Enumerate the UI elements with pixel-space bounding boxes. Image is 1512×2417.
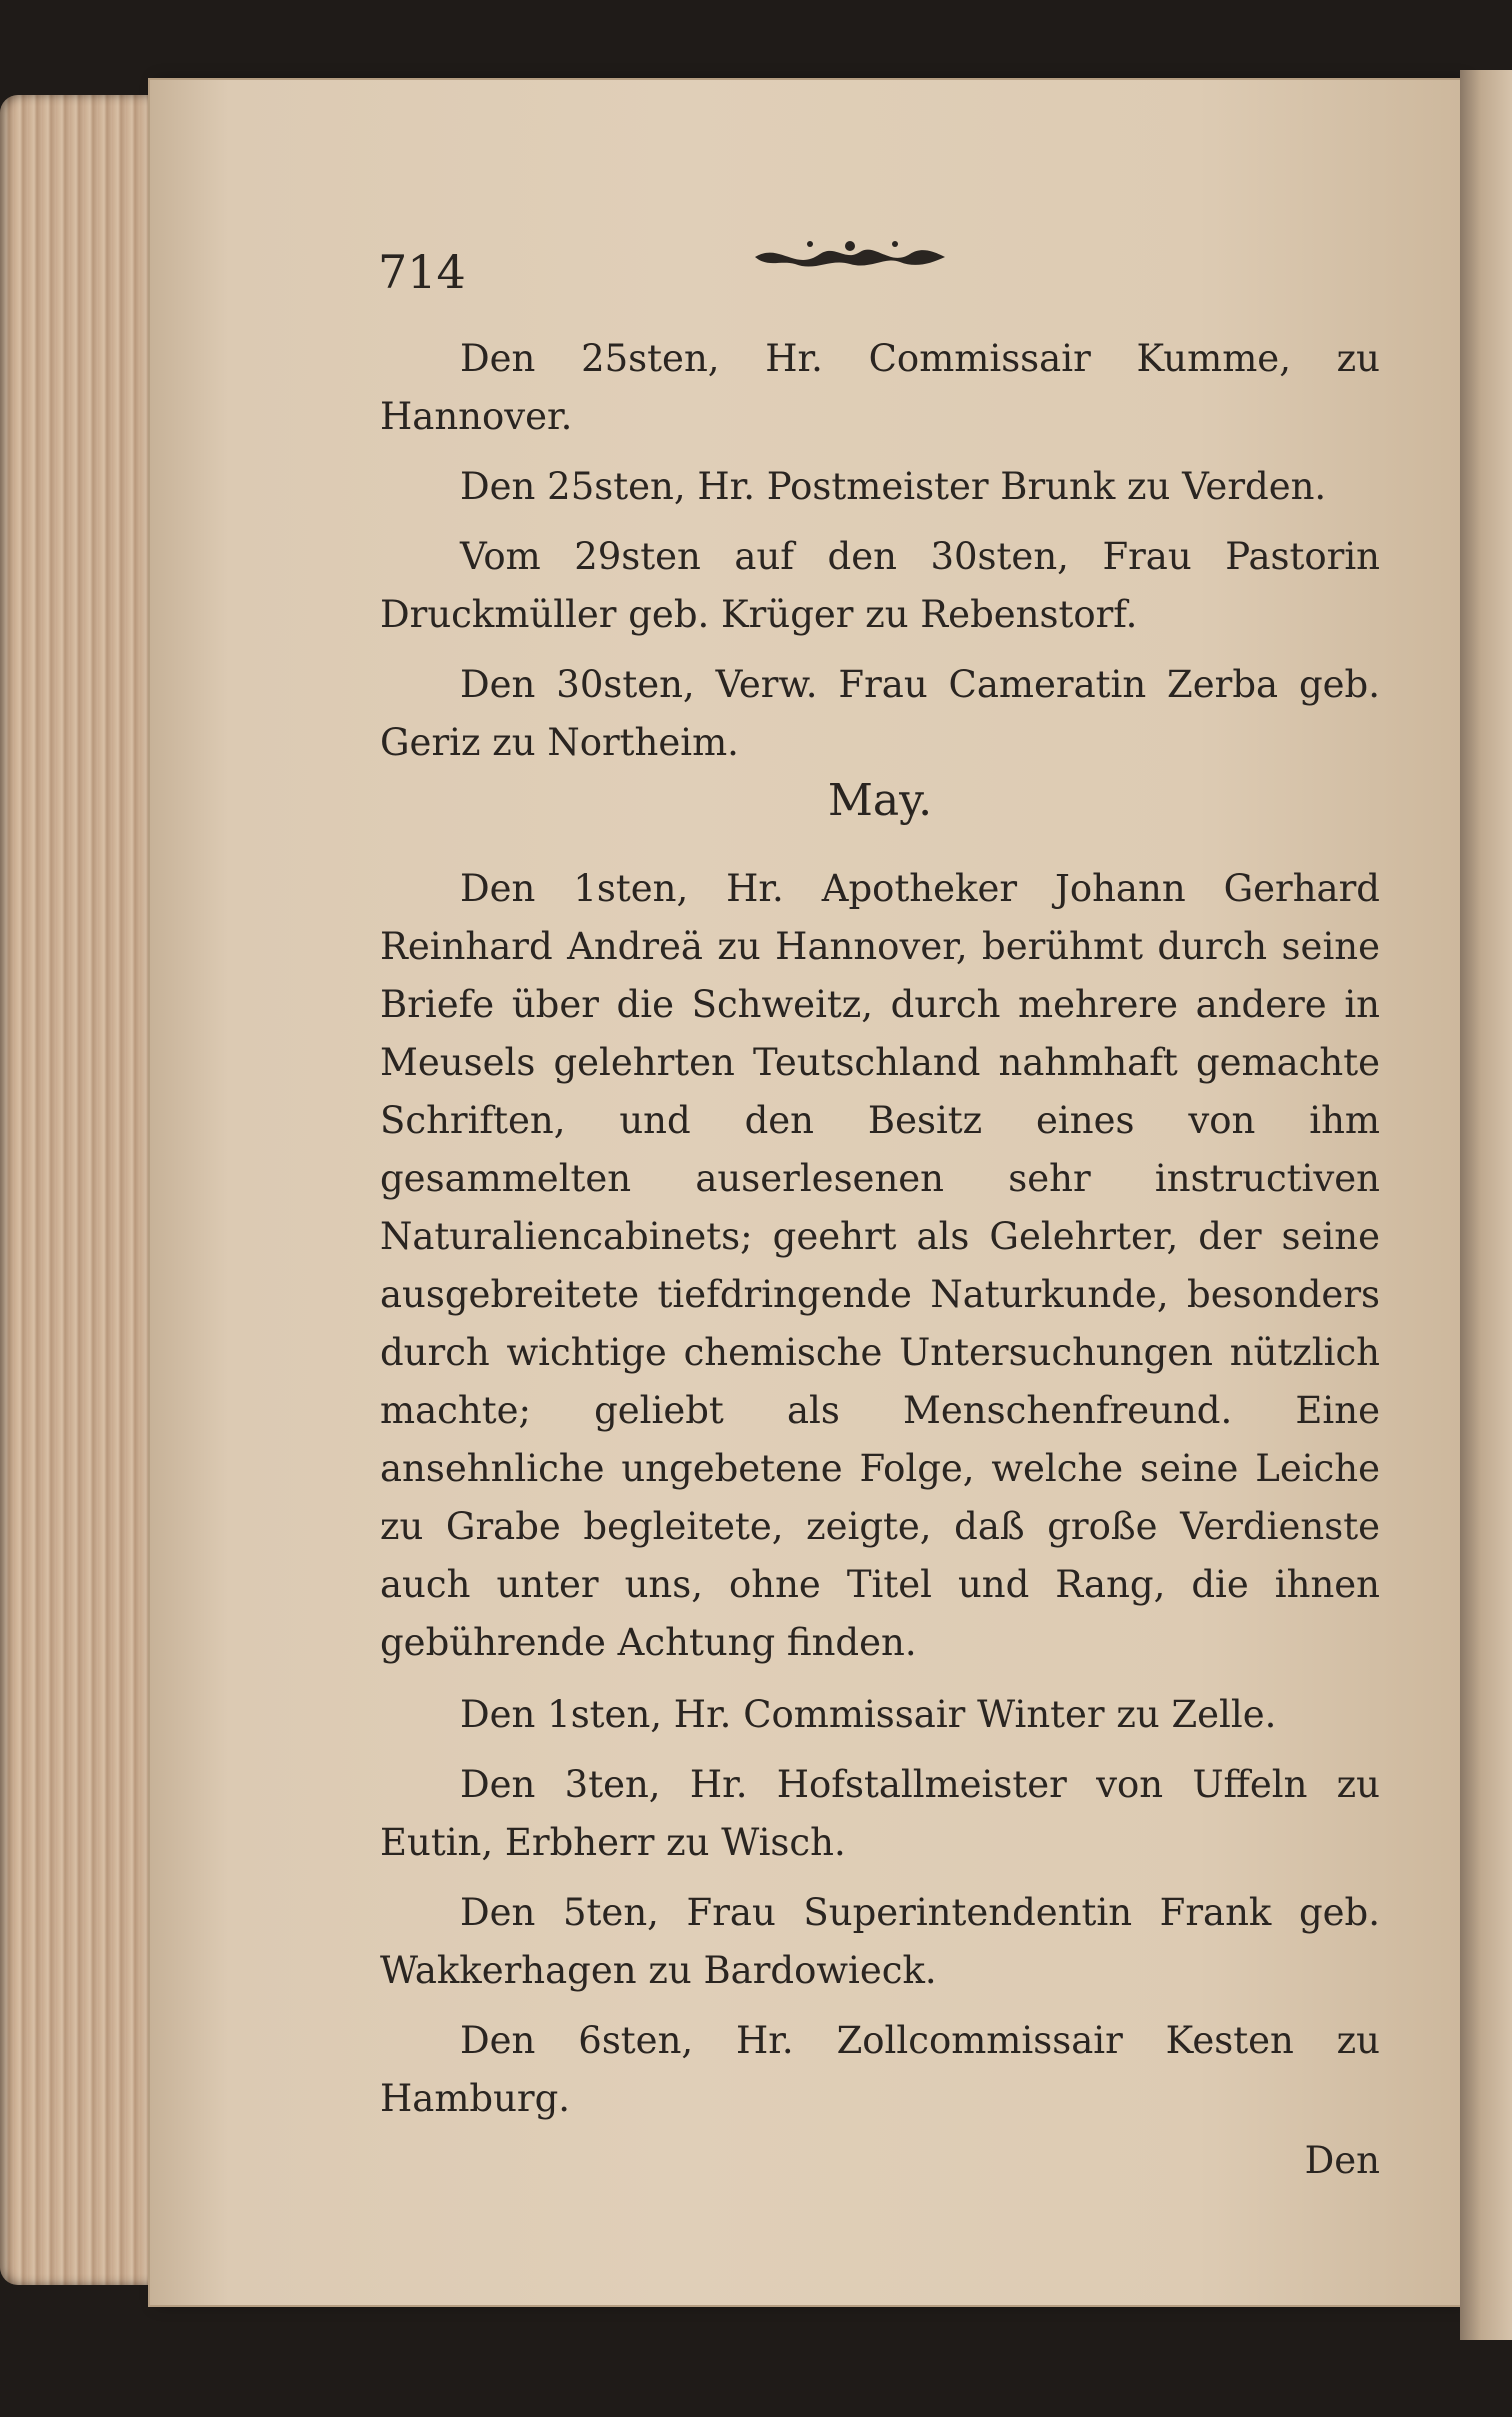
entry-paragraph: Den 6sten, Hr. Zollcommissair Kesten zu Hamburg. <box>380 2019 1380 2120</box>
page-stack-edges <box>0 95 175 2285</box>
page-number: 714 <box>378 245 466 299</box>
month-heading: May. <box>827 775 933 826</box>
entry-paragraph: Den 1sten, Hr. Apotheker Johann Gerhard Reinhard Andreä zu Hannover, berühmt durch seine Briefe über die Schweitz, durch mehrere andere in Meusels gelehrten Teutschland nahmhaft gemachte Schriften, und den Besitz eines von ihm gesammelten auserlesenen sehr instructiven Naturaliencabinets; geehrt als Gelehrter, der seine ausgebreitete tiefdringende Naturkunde, besonders durch wichtige chemische Untersuchungen nützlich machte; geliebt als Menschenfreund. Eine ansehnliche ungebetene Folge, welche seine Leiche zu Grabe begleitete, zeigte, daß große Verdienste auch unter uns, ohne Titel und Rang, die ihnen gebührende Achtung finden. <box>380 867 1380 1664</box>
entry-paragraph: Den 25sten, Hr. Postmeister Brunk zu Verden. <box>460 465 1327 508</box>
may-entries <box>380 860 1380 2190</box>
entry-paragraph: Den 25sten, Hr. Commissair Kumme, zu Hannover. <box>380 337 1380 438</box>
entry-paragraph: Den 5ten, Frau Superintendentin Frank geb. Wakkerhagen zu Bardowieck. <box>380 1891 1380 1992</box>
printers-ornament-icon <box>750 232 950 282</box>
entry-paragraph: Vom 29sten auf den 30sten, Frau Pastorin Druckmüller geb. Krüger zu Rebenstorf. <box>380 535 1380 636</box>
entry-paragraph: Den 30sten, Verw. Frau Cameratin Zerba geb. Geriz zu Northeim. <box>380 663 1380 764</box>
catchword: Den <box>1304 2139 1380 2182</box>
entry-paragraph: Den 3ten, Hr. Hofstallmeister von Uffeln zu Eutin, Erbherr zu Wisch. <box>380 1763 1380 1864</box>
entry-paragraph: Den 1sten, Hr. Commissair Winter zu Zelle. <box>460 1693 1277 1736</box>
april-entries <box>380 330 1380 772</box>
facing-page-edge <box>1460 70 1512 2340</box>
